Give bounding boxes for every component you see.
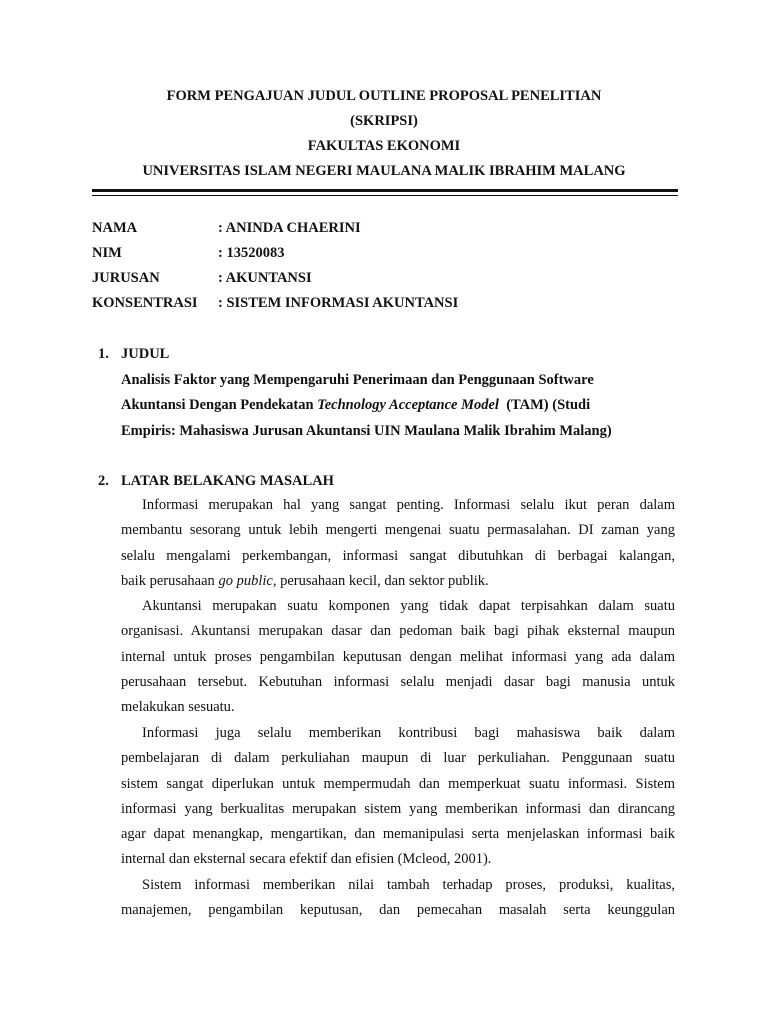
value-jurusan: : AKUNTANSI: [218, 270, 312, 286]
label-jurusan: JURUSAN: [92, 270, 160, 286]
section-1-number: 1.: [98, 346, 109, 362]
value-nim: : 13520083: [218, 245, 285, 261]
thesis-title-line-1: Analisis Faktor yang Mempengaruhi Penerimaan dan Penggunaan Software: [121, 372, 594, 388]
value-konsentrasi: : SISTEM INFORMASI AKUNTANSI: [218, 295, 459, 311]
section-2-number: 2.: [98, 473, 109, 489]
paragraph-3: Informasi juga selalu memberikan kontribusi bagi mahasiswa baik dalam pembelajaran di dalam perkuliahan maupun di luar perkuliahan. Penggunaan suatu sistem sangat diperlukan untuk mempermudah dan memperkuat suatu informasi. Sistem informasi yang berkualitas merupakan sistem yang memberikan informasi dan dirancang agar dapat menangkap, mengartikan, dan memanipulasi serta menjelaskan informasi baik internal dan eksternal secara efektif dan efisien (Mcleod, 2001).: [121, 725, 675, 868]
thesis-title-line-3: Empiris: Mahasiswa Jurusan Akuntansi UIN Maulana Malik Ibrahim Malang): [121, 423, 612, 439]
form-subtitle: (SKRIPSI): [350, 113, 418, 129]
value-nama: : ANINDA CHAERINI: [218, 220, 361, 236]
university-name: UNIVERSITAS ISLAM NEGERI MAULANA MALIK IBRAHIM MALANG: [142, 163, 626, 179]
label-konsentrasi: KONSENTRASI: [92, 295, 198, 311]
section-2-title: LATAR BELAKANG MASALAH: [121, 473, 334, 489]
header-rule-thick: [92, 189, 678, 192]
paragraph-2: Akuntansi merupakan suatu komponen yang tidak dapat terpisahkan dalam suatu organisasi. Akuntansi merupakan dasar dan pedoman baik bagi pihak eksternal maupun internal untuk proses pengambilan keputusan dengan melihat informasi yang ada dalam perusahaan tersebut. Kebutuhan informasi selalu menjadi dasar bagi manusia untuk melakukan sesuatu.: [121, 598, 675, 716]
section-1-title: JUDUL: [121, 346, 170, 362]
tam-italic-term: Technology Acceptance Model: [317, 397, 499, 413]
header-rule-thin: [92, 195, 678, 196]
form-title: FORM PENGAJUAN JUDUL OUTLINE PROPOSAL PENELITIAN: [166, 88, 602, 104]
faculty-name: FAKULTAS EKONOMI: [307, 138, 461, 154]
label-nim: NIM: [92, 245, 122, 261]
paragraph-1: Informasi merupakan hal yang sangat penting. Informasi selalu ikut peran dalam membantu sesorang untuk lebih mengerti mengenai suatu permasalahan. DI zaman yang selalu mengalami perkembangan, informasi sangat dibutuhkan di berbagai kalangan, baik perusahaan go public, perusahaan kecil, dan sektor publik.: [121, 497, 675, 589]
thesis-title-line-2: Akuntansi Dengan Pendekatan Technology Acceptance Model (TAM) (Studi: [121, 397, 591, 413]
paragraph-4: Sistem informasi memberikan nilai tambah terhadap proses, produksi, kualitas, manajemen, pengambilan keputusan, dan pemecahan masalah serta keunggulan: [121, 877, 675, 919]
label-nama: NAMA: [92, 220, 138, 236]
go-public-italic: go public: [218, 572, 273, 589]
